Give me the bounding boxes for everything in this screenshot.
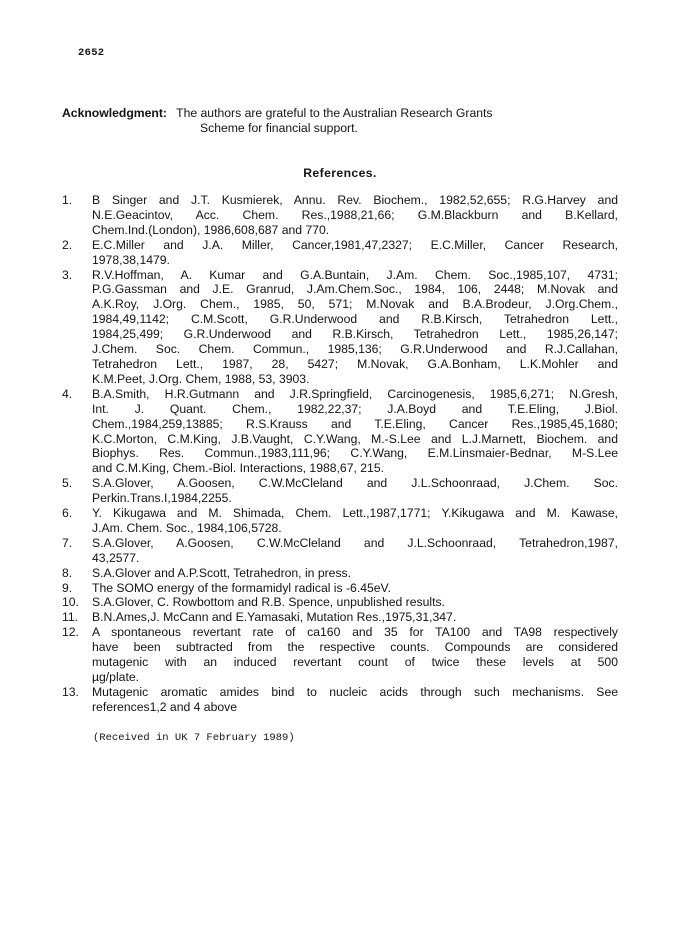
reference-line: B.A.Smith, H.R.Gutmann and J.R.Springfield, Carcinogenesis, 1985,6,271; N.Gresh, bbox=[92, 386, 618, 401]
reference-line: have been subtracted from the respective counts. Compounds are considered bbox=[92, 640, 618, 655]
reference-item bbox=[62, 387, 618, 476]
reference-line: K.M.Peet, J.Org. Chem, 1988, 53, 3903. bbox=[92, 371, 310, 386]
reference-line: S.A.Glover, C. Rowbottom and R.B. Spence, unpublished results. bbox=[92, 595, 445, 610]
reference-text bbox=[92, 581, 618, 596]
reference-line: The SOMO energy of the formamidyl radical is -6.45eV. bbox=[92, 580, 391, 595]
reference-item bbox=[62, 685, 618, 715]
reference-number: 2. bbox=[62, 237, 73, 252]
reference-line: N.E.Geacintov, Acc. Chem. Res.,1988,21,66; G.M.Blackburn and B.Kellard, bbox=[92, 207, 618, 222]
received-date: (Received in UK 7 February 1989) bbox=[93, 732, 295, 744]
reference-text bbox=[92, 566, 618, 581]
reference-line: J.Chem. Soc. Chem. Commun., 1985,136; G.R.Underwood and R.J.Callahan, bbox=[92, 342, 618, 357]
reference-text bbox=[92, 625, 618, 685]
acknowledgment-text-line2: Scheme for financial support. bbox=[200, 121, 358, 135]
acknowledgment-text-line1: The authors are grateful to the Australian Research Grants bbox=[176, 106, 493, 120]
reference-number: 10. bbox=[62, 595, 79, 610]
reference-text bbox=[92, 193, 618, 238]
reference-item bbox=[62, 506, 618, 536]
reference-line: A.K.Roy, J.Org. Chem., 1985, 50, 571; M.Novak and B.A.Brodeur, J.Org.Chem., bbox=[92, 297, 618, 312]
reference-line: 43,2577. bbox=[92, 550, 140, 565]
reference-line: Int. J. Quant. Chem., 1982,22,37; J.A.Boyd and T.E.Eling, J.Biol. bbox=[92, 401, 618, 416]
reference-line: 1978,38,1479. bbox=[92, 252, 170, 267]
reference-item bbox=[62, 476, 618, 506]
reference-line: 1984,25,499; G.R.Underwood and R.B.Kirsch, Tetrahedron Lett., 1985,26,147; bbox=[92, 327, 618, 342]
acknowledgment-label: Acknowledgment: bbox=[62, 106, 167, 120]
reference-number: 11. bbox=[62, 610, 79, 625]
reference-line: and C.M.King, Chem.-Biol. Interactions, 1988,67, 215. bbox=[92, 461, 384, 476]
reference-line: references1,2 and 4 above bbox=[92, 699, 238, 714]
reference-item bbox=[62, 581, 618, 596]
reference-item bbox=[62, 193, 618, 238]
reference-number: 1. bbox=[62, 193, 73, 207]
reference-text bbox=[92, 506, 618, 536]
reference-line: Chem.Ind.(London), 1986,608,687 and 770. bbox=[92, 222, 330, 237]
reference-line: P.G.Gassman and J.E. Granrud, J.Am.Chem.Soc., 1984, 106, 2448; M.Novak and bbox=[92, 282, 618, 297]
reference-line: S.A.Glover, A.Goosen, C.W.McCleland and J.L.Schoonraad, J.Chem. Soc. bbox=[92, 476, 618, 491]
reference-item bbox=[62, 238, 618, 268]
reference-number: 5. bbox=[62, 476, 73, 491]
reference-line: S.A.Glover, A.Goosen, C.W.McCleland and J.L.Schoonraad, Tetrahedron,1987, bbox=[92, 535, 618, 550]
reference-line: S.A.Glover and A.P.Scott, Tetrahedron, in press. bbox=[92, 565, 352, 580]
reference-item bbox=[62, 595, 618, 610]
reference-item bbox=[62, 610, 618, 625]
reference-number: 13. bbox=[62, 684, 79, 699]
reference-number: 9. bbox=[62, 580, 73, 595]
reference-number: 3. bbox=[62, 267, 73, 282]
reference-item bbox=[62, 268, 618, 387]
reference-item bbox=[62, 625, 618, 685]
reference-number: 8. bbox=[62, 565, 73, 580]
reference-text bbox=[92, 595, 618, 610]
page-number: 2652 bbox=[78, 47, 105, 59]
reference-line: Chem.,1984,259,13885; R.S.Krauss and T.E.Eling, Cancer Res.,1985,45,1680; bbox=[92, 416, 618, 431]
reference-number: 6. bbox=[62, 506, 73, 521]
reference-line: µg/plate. bbox=[92, 670, 140, 684]
acknowledgment bbox=[62, 106, 622, 136]
references-heading: References. bbox=[303, 166, 377, 180]
reference-line: Biophys. Res. Commun.,1983,111,96; C.Y.Wang, E.M.Linsmaier-Bednar, M-S.Lee bbox=[92, 446, 618, 461]
reference-line: Perkin.Trans.I,1984,2255. bbox=[92, 491, 232, 506]
reference-line: Tetrahedron Lett., 1987, 28, 5427; M.Novak, G.A.Bonham, L.K.Mohler and bbox=[92, 356, 618, 371]
reference-line: E.C.Miller and J.A. Miller, Cancer,1981,47,2327; E.C.Miller, Cancer Research, bbox=[92, 237, 618, 252]
reference-text bbox=[92, 476, 618, 506]
reference-text bbox=[92, 536, 618, 566]
reference-line: 1984,49,1142; C.M.Scott, G.R.Underwood and R.B.Kirsch, Tetrahedron Lett., bbox=[92, 312, 618, 327]
reference-line: J.Am. Chem. Soc., 1984,106,5728. bbox=[92, 520, 282, 535]
reference-number: 7. bbox=[62, 535, 73, 550]
reference-line: B Singer and J.T. Kusmierek, Annu. Rev. Biochem., 1982,52,655; R.G.Harvey and bbox=[92, 193, 618, 207]
reference-line: Mutagenic aromatic amides bind to nucleic acids through such mechanisms. See bbox=[92, 684, 618, 699]
reference-text bbox=[92, 238, 618, 268]
reference-line: Y. Kikugawa and M. Shimada, Chem. Lett.,1987,1771; Y.Kikugawa and M. Kawase, bbox=[92, 506, 618, 521]
reference-text bbox=[92, 387, 618, 476]
reference-text bbox=[92, 268, 618, 387]
reference-line: R.V.Hoffman, A. Kumar and G.A.Buntain, J.Am. Chem. Soc.,1985,107, 4731; bbox=[92, 267, 618, 282]
reference-list bbox=[62, 193, 618, 715]
reference-number: 4. bbox=[62, 386, 73, 401]
reference-line: A spontaneous revertant rate of ca160 and 35 for TA100 and TA98 respectively bbox=[92, 625, 618, 640]
reference-text bbox=[92, 685, 618, 715]
reference-line: K.C.Morton, C.M.King, J.B.Vaught, C.Y.Wang, M.-S.Lee and L.J.Marnett, Biochem. and bbox=[92, 431, 618, 446]
reference-text bbox=[92, 610, 618, 625]
reference-line: B.N.Ames,J. McCann and E.Yamasaki, Mutation Res.,1975,31,347. bbox=[92, 610, 457, 625]
reference-item bbox=[62, 536, 618, 566]
reference-item bbox=[62, 566, 618, 581]
reference-number: 12. bbox=[62, 625, 79, 640]
reference-line: mutagenic with an induced revertant count of twice these levels at 500 bbox=[92, 655, 618, 670]
